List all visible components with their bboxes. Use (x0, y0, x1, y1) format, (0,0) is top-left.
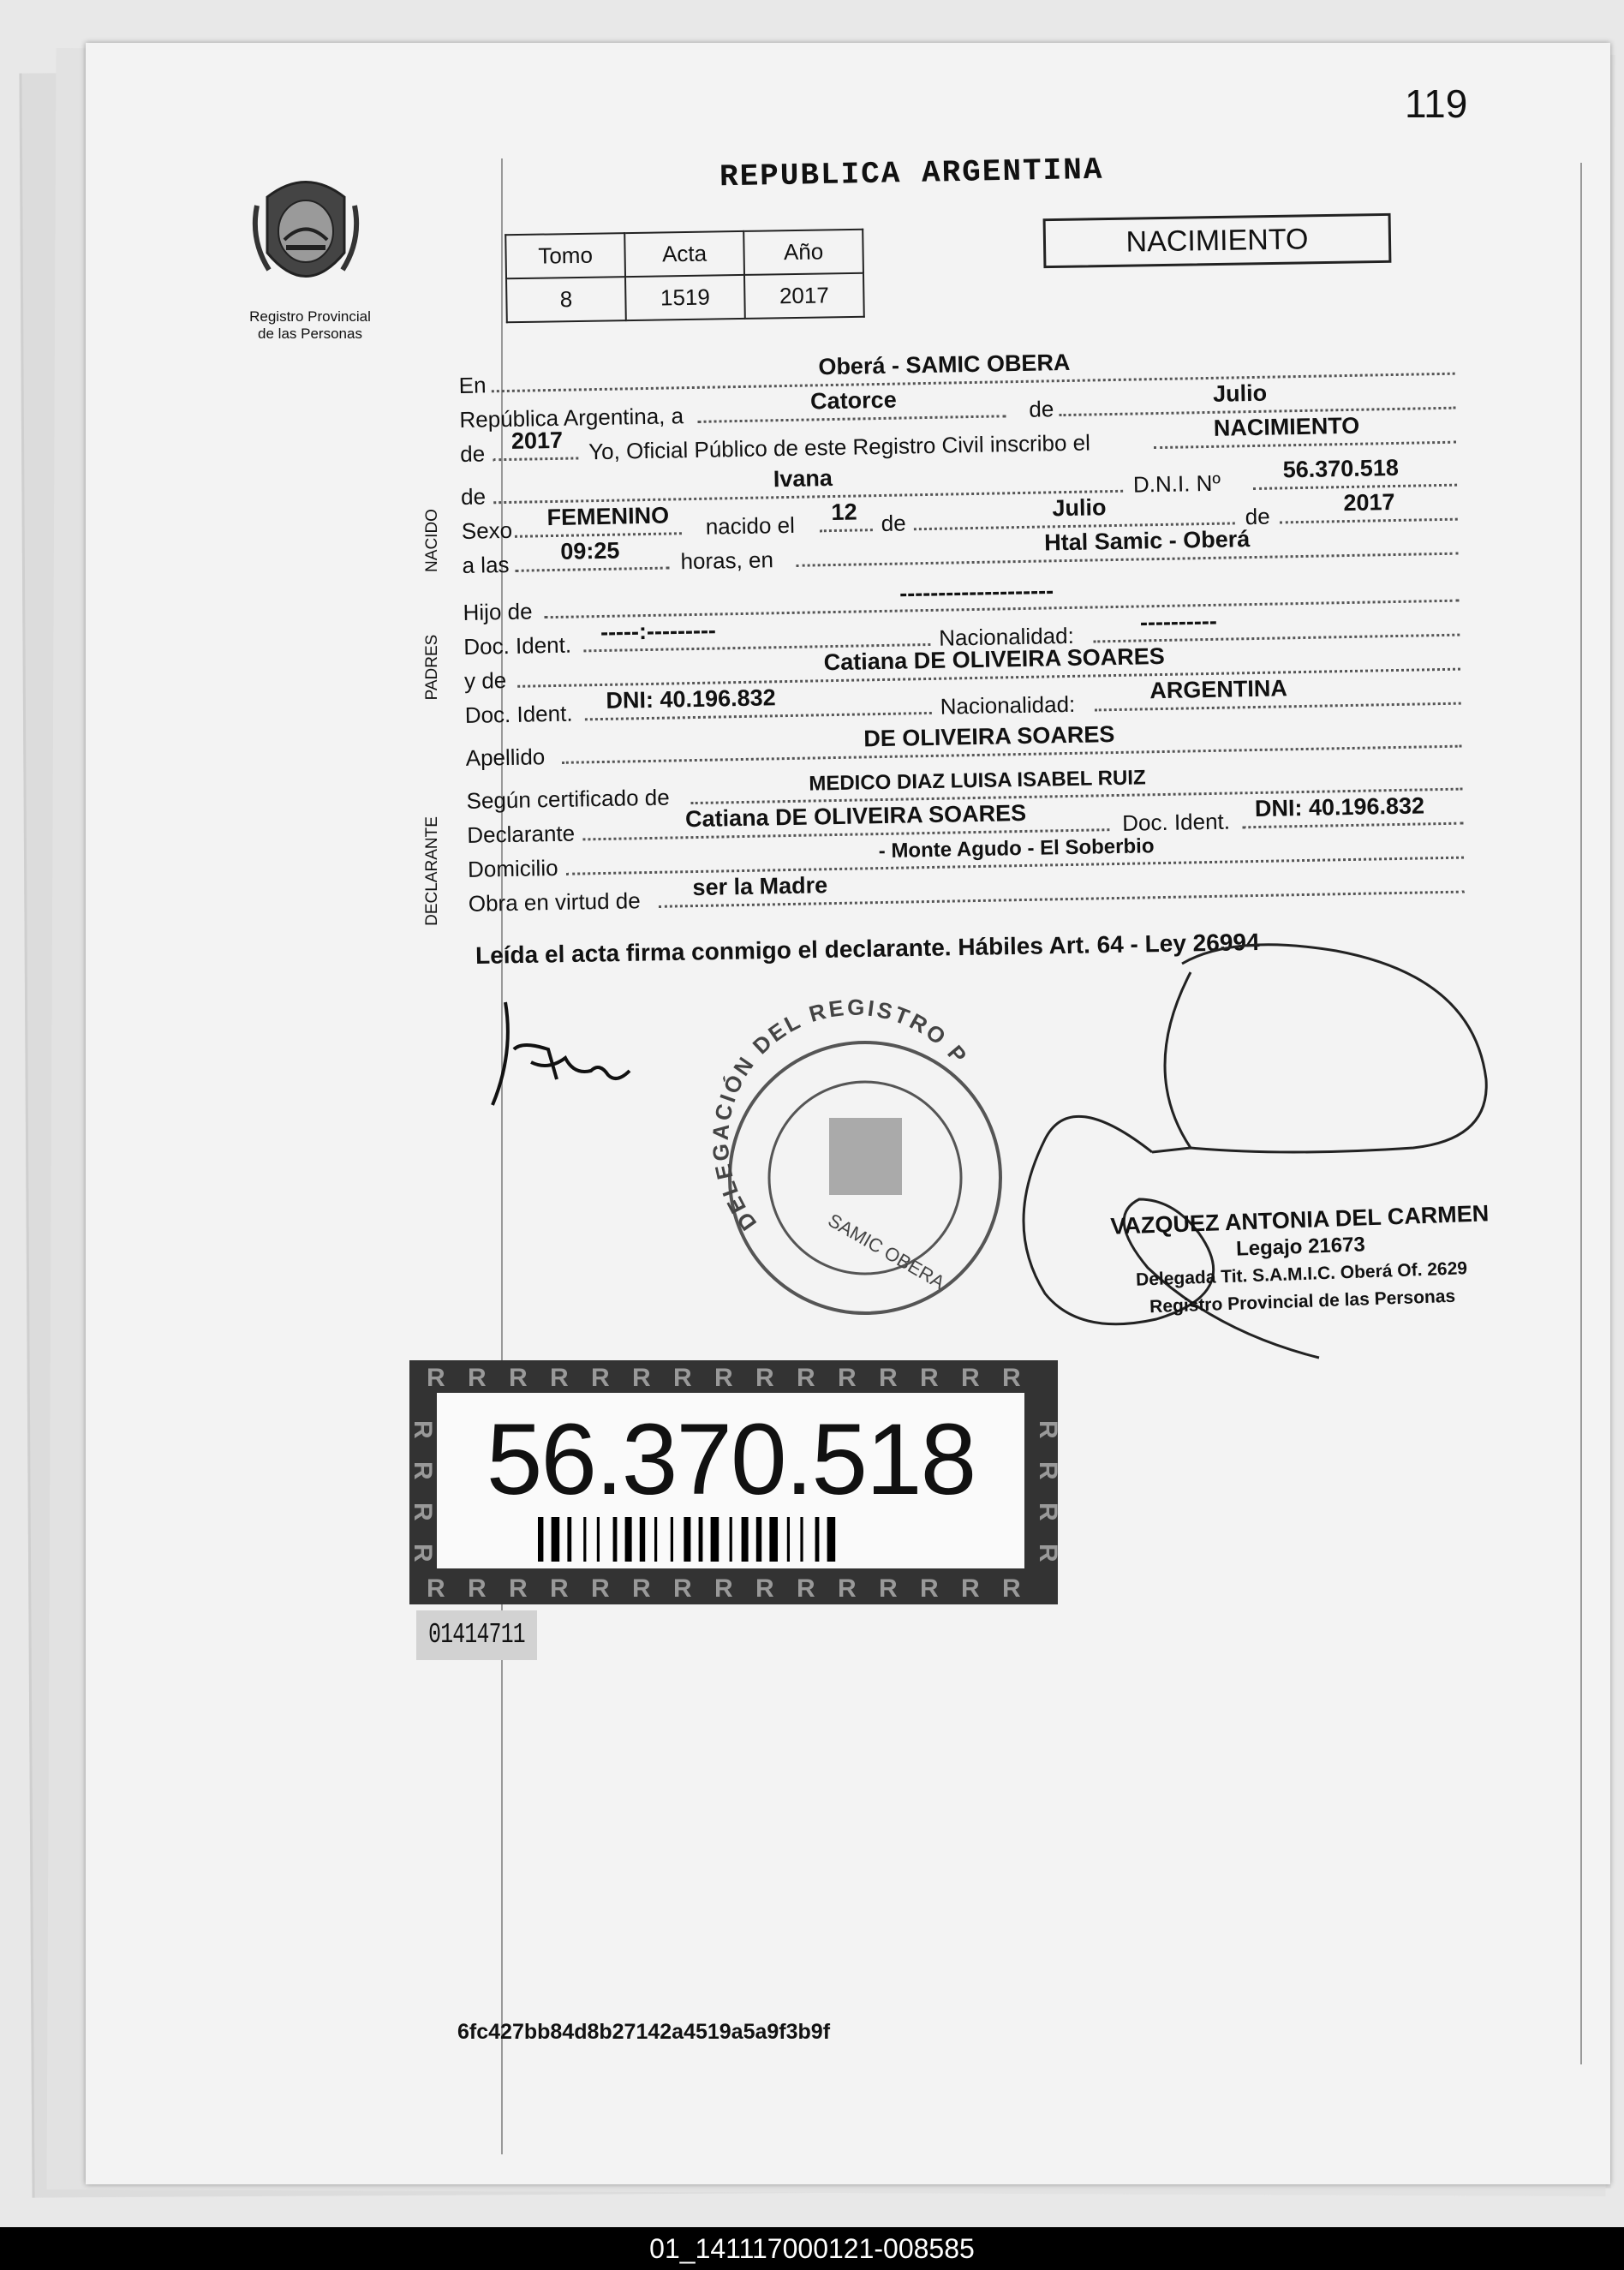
footer-id: 01_141117000121-008585 (0, 2227, 1624, 2270)
value-father-nationality: ---------- (1139, 607, 1218, 636)
pattern-letter: R (509, 1364, 528, 1392)
value-month-text: Julio (1212, 379, 1268, 407)
pattern-letter: R (714, 1364, 733, 1392)
label-de-2: de (881, 510, 906, 536)
value-mother-doc: DNI: 40.196.832 (606, 684, 776, 714)
value-birth-day: 12 (831, 499, 857, 526)
value-birth-year: 2017 (1343, 488, 1395, 517)
declarant-signature (493, 1002, 630, 1105)
pattern-letter: R (550, 1364, 569, 1392)
label-doc-ident-2: Doc. Ident. (464, 700, 573, 728)
barcode-bar (699, 1517, 703, 1562)
label-obra: Obra en virtud de (468, 887, 641, 917)
pattern-letter: R (673, 1574, 692, 1603)
pattern-letter: R (1034, 1544, 1062, 1562)
label-hijo-de: Hijo de (463, 598, 533, 625)
label-nacionalidad: Nacionalidad: (938, 622, 1075, 651)
barcode-bar (567, 1517, 571, 1562)
serial-number: 01414711 (416, 1610, 537, 1660)
closing-text: Leída el acta firma conmigo el declarante. Hábiles Art. 64 - Ley 26994 (475, 929, 1260, 969)
barcode-bar (800, 1517, 803, 1562)
label-domicilio: Domicilio (467, 854, 558, 882)
pattern-letter: R (632, 1364, 651, 1392)
barcode-bar (583, 1517, 586, 1562)
pattern-letter: R (409, 1461, 437, 1480)
pattern-letter: R (1034, 1420, 1062, 1439)
pattern-letter: R (961, 1574, 980, 1603)
value-inscription: NACIMIENTO (1213, 412, 1360, 441)
barcode-bar (597, 1517, 600, 1562)
pattern-letter: R (714, 1574, 733, 1603)
label-declarante: Declarante (467, 820, 576, 848)
value-place: Oberá - SAMIC OBERA (818, 349, 1071, 380)
label-horas: horas, en (680, 547, 774, 575)
barcode-bar (815, 1517, 820, 1562)
pattern-letter: R (509, 1574, 528, 1603)
official-legajo: Legajo 21673 (1235, 1233, 1366, 1261)
pattern-letter: R (879, 1574, 898, 1603)
pattern-letter: R (838, 1364, 857, 1392)
label-sexo: Sexo (461, 517, 513, 544)
value-time: 09:25 (560, 537, 620, 565)
pattern-letter: R (838, 1574, 857, 1603)
barcode-bar (654, 1517, 657, 1562)
value-capacity: ser la Madre (692, 872, 828, 901)
pattern-letter: R (468, 1364, 487, 1392)
barcode-bar (684, 1517, 690, 1562)
pattern-letter: R (920, 1574, 939, 1603)
barcode-bar (787, 1517, 790, 1562)
document-hash: 6fc427bb84d8b27142a4519a5a9f3b9f (457, 2020, 831, 2044)
official-name: VAZQUEZ ANTONIA DEL CARMEN (1109, 1200, 1490, 1240)
label-year-prefix: de (459, 440, 486, 467)
barcode-bar (711, 1517, 719, 1562)
value-surname: DE OLIVEIRA SOARES (863, 721, 1115, 752)
barcode-bar (640, 1517, 645, 1562)
official-role: Delegada Tit. S.A.M.I.C. Oberá Of. 2629 (1135, 1258, 1468, 1290)
label-en: En (458, 372, 487, 398)
barcode (538, 1517, 923, 1562)
official-institution: Registro Provincial de las Personas (1149, 1286, 1456, 1317)
pattern-letter: R (755, 1574, 774, 1603)
value-declarant: Catiana DE OLIVEIRA SOARES (684, 799, 1027, 833)
pattern-letter: R (591, 1574, 610, 1603)
section-label-padres: PADRES (423, 634, 441, 701)
pattern-letter: R (1034, 1461, 1062, 1480)
value-birth-month: Julio (1052, 494, 1107, 522)
label-dni-number: 56.370.518 (486, 1403, 976, 1516)
barcode-bar (742, 1517, 749, 1562)
value-year: 2017 (510, 427, 564, 454)
section-label-nacido: NACIDO (423, 509, 441, 572)
document-title: REPUBLICA ARGENTINA (719, 152, 1104, 195)
label-apellido: Apellido (465, 744, 546, 771)
pattern-letter: R (409, 1544, 437, 1562)
pattern-letter: R (755, 1364, 774, 1392)
value-child-dni: 56.370.518 (1282, 454, 1400, 483)
label-a-las: a las (462, 551, 510, 578)
value-mother-nationality: ARGENTINA (1149, 675, 1288, 704)
label-republica: República Argentina, a (459, 403, 684, 433)
header-acta: Acta (624, 231, 744, 277)
label-de-3: de (1245, 503, 1270, 530)
header-anio: Año (743, 230, 863, 275)
label-doc-ident: Doc. Ident. (463, 631, 572, 660)
pattern-letter: R (409, 1420, 437, 1439)
stamp-outer-text: DELEGACIÓN DEL REGISTRO PROVINCIAL (707, 994, 974, 1236)
pattern-letter: R (550, 1574, 569, 1603)
barcode-bar (827, 1517, 836, 1562)
barcode-bar (671, 1517, 673, 1562)
barcode-bar (756, 1517, 761, 1562)
pattern-letter: R (427, 1574, 445, 1603)
value-mother-name: Catiana DE OLIVEIRA SOARES (823, 642, 1166, 676)
value-address: - Monte Agudo - El Soberbio (878, 834, 1155, 863)
security-label (409, 1360, 1062, 1604)
value-anio: 2017 (744, 273, 864, 319)
label-certificado: Según certificado de (466, 784, 670, 814)
pattern-letter: R (673, 1364, 692, 1392)
pattern-letter: R (1002, 1574, 1021, 1603)
barcode-bar (625, 1517, 632, 1562)
value-birth-place: Htal Samic - Oberá (1043, 526, 1251, 556)
stamp-inner-text: SAMIC OBERA (824, 1209, 949, 1293)
pattern-letter: R (632, 1574, 651, 1603)
logo-caption-line1: Registro Provincial (249, 308, 371, 325)
label-de: de (1029, 396, 1054, 422)
barcode-bar (552, 1517, 560, 1562)
label-inner (437, 1393, 1024, 1568)
value-father-doc: -----:--------- (600, 617, 717, 646)
label-officer: Yo, Oficial Público de este Registro Civil inscribo el (588, 429, 1091, 465)
barcode-bar (538, 1517, 543, 1562)
act-type-box: NACIMIENTO (1043, 213, 1392, 268)
pattern-letter: R (468, 1574, 487, 1603)
label-y-de: y de (463, 667, 507, 694)
pattern-letter: R (797, 1364, 815, 1392)
official-signature-block (1110, 1199, 1492, 1322)
pattern-letter: R (797, 1574, 815, 1603)
value-sex: FEMENINO (546, 502, 670, 531)
pattern-letter: R (1002, 1364, 1021, 1392)
value-child-name: Ivana (773, 465, 833, 493)
pattern-letter: R (879, 1364, 898, 1392)
section-label-declarante: DECLARANTE (423, 816, 441, 926)
pattern-letter: R (920, 1364, 939, 1392)
pattern-letter: R (591, 1364, 610, 1392)
label-nacido-el: nacido el (705, 511, 796, 540)
pattern-letter: R (409, 1502, 437, 1521)
label-nacido-de: de (460, 483, 487, 510)
page-number: 119 (1405, 81, 1468, 126)
value-acta: 1519 (625, 275, 745, 320)
value-certificate: MEDICO DIAZ LUISA ISABEL RUIZ (809, 766, 1146, 796)
label-doc-ident-3: Doc. Ident. (1121, 808, 1231, 836)
barcode-bar (613, 1517, 618, 1562)
value-declarant-doc: DNI: 40.196.832 (1254, 792, 1425, 822)
header-tomo: Tomo (505, 233, 625, 278)
label-dni: D.N.I. Nº (1132, 469, 1221, 498)
pattern-letter: R (427, 1364, 445, 1392)
label-nacionalidad-2: Nacionalidad: (940, 690, 1076, 720)
pattern-letter: R (1034, 1502, 1062, 1521)
value-father-name: -------------------- (899, 577, 1054, 606)
barcode-bar (730, 1517, 732, 1562)
pattern-letter: R (961, 1364, 980, 1392)
value-day-text: Catorce (809, 386, 897, 415)
value-tomo: 8 (506, 277, 626, 322)
barcode-bar (769, 1517, 778, 1562)
logo-caption-line2: de las Personas (258, 326, 362, 342)
